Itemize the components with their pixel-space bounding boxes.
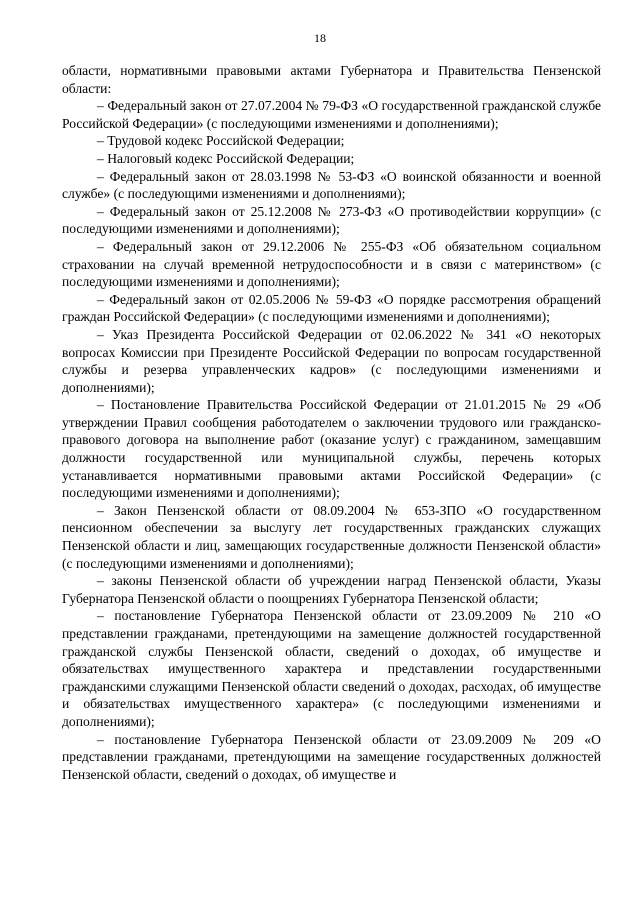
paragraph: – Федеральный закон от 29.12.2006 № 255-ФЗ «Об обязательном социальном страховании на случай временной нетрудоспособности и в связи с материнством» (с последующими изменениями и дополнениями);	[62, 238, 601, 290]
paragraph: – Трудовой кодекс Российской Федерации;	[97, 133, 345, 149]
paragraph: – Указ Президента Российской Федерации от 02.06.2022 № 341 «О некоторых вопросах Комиссии при Президенте Российской Федерации по вопросам государственной службы и резерва управленческих кадров» (с последующими изменениями и дополнениями);	[62, 326, 601, 395]
paragraph: – Налоговый кодекс Российской Федерации;	[97, 150, 355, 166]
paragraph: – Федеральный закон от 25.12.2008 № 273-ФЗ «О противодействии коррупции» (с последующими изменениями и дополнениями);	[62, 203, 601, 237]
paragraph: – постановление Губернатора Пензенской области от 23.09.2009 № 209 «О представлении гражданами, претендующими на замещение государственных должностей Пензенской области, сведений о доходах, об имуществе и	[62, 731, 601, 782]
paragraph: – Постановление Правительства Российской Федерации от 21.01.2015 № 29 «Об утверждении Правил сообщения работодателем о заключении трудового или гражданско-правового договора на выполнение работ (оказание услуг) с гражданином, замещавшим должности государственной или муниципальной службы, перечень которых устанавливается нормативными правовыми актами Российской Федерации» (с последующими изменениями и дополнениями);	[62, 397, 601, 501]
paragraph: – Закон Пензенской области от 08.09.2004 № 653-ЗПО «О государственном пенсионном обеспечении за выслугу лет государственных гражданских служащих Пензенской области и лиц, замещающих государственные должности Пензенской области» (с последующими изменениями и дополнениями);	[62, 502, 601, 571]
paragraph: – Федеральный закон от 27.07.2004 № 79-ФЗ «О государственной гражданской службе Российской Федерации» (с последующими изменениями и дополнениями);	[62, 98, 601, 131]
paragraph: – Федеральный закон от 28.03.1998 № 53-ФЗ «О воинской обязанности и военной службе» (с последующими изменениями и дополнениями);	[62, 168, 601, 202]
document-body	[62, 62, 601, 783]
page-number: 18	[314, 31, 326, 45]
paragraph: области, нормативными правовыми актами Губернатора и Правительства Пензенской области:	[62, 63, 601, 96]
paragraph: – законы Пензенской области об учреждении наград Пензенской области, Указы Губернатора Пензенской области о поощрениях Губернатора Пензенской области;	[62, 573, 601, 606]
paragraph: – Федеральный закон от 02.05.2006 № 59-ФЗ «О порядке рассмотрения обращений граждан Российской Федерации» (с последующими изменениями и дополнениями);	[62, 291, 601, 325]
paragraph: – постановление Губернатора Пензенской области от 23.09.2009 № 210 «О представлении гражданами, претендующими на замещение должностей государственной гражданской службы Пензенской области, сведений о доходах, об имуществе и обязательствах имущественного характера и представлении государственными гражданскими служащими Пензенской области сведений о доходах, расходах, об имуществе и обязательствах имущественного характера» (с последующими изменениями и дополнениями);	[62, 608, 601, 729]
